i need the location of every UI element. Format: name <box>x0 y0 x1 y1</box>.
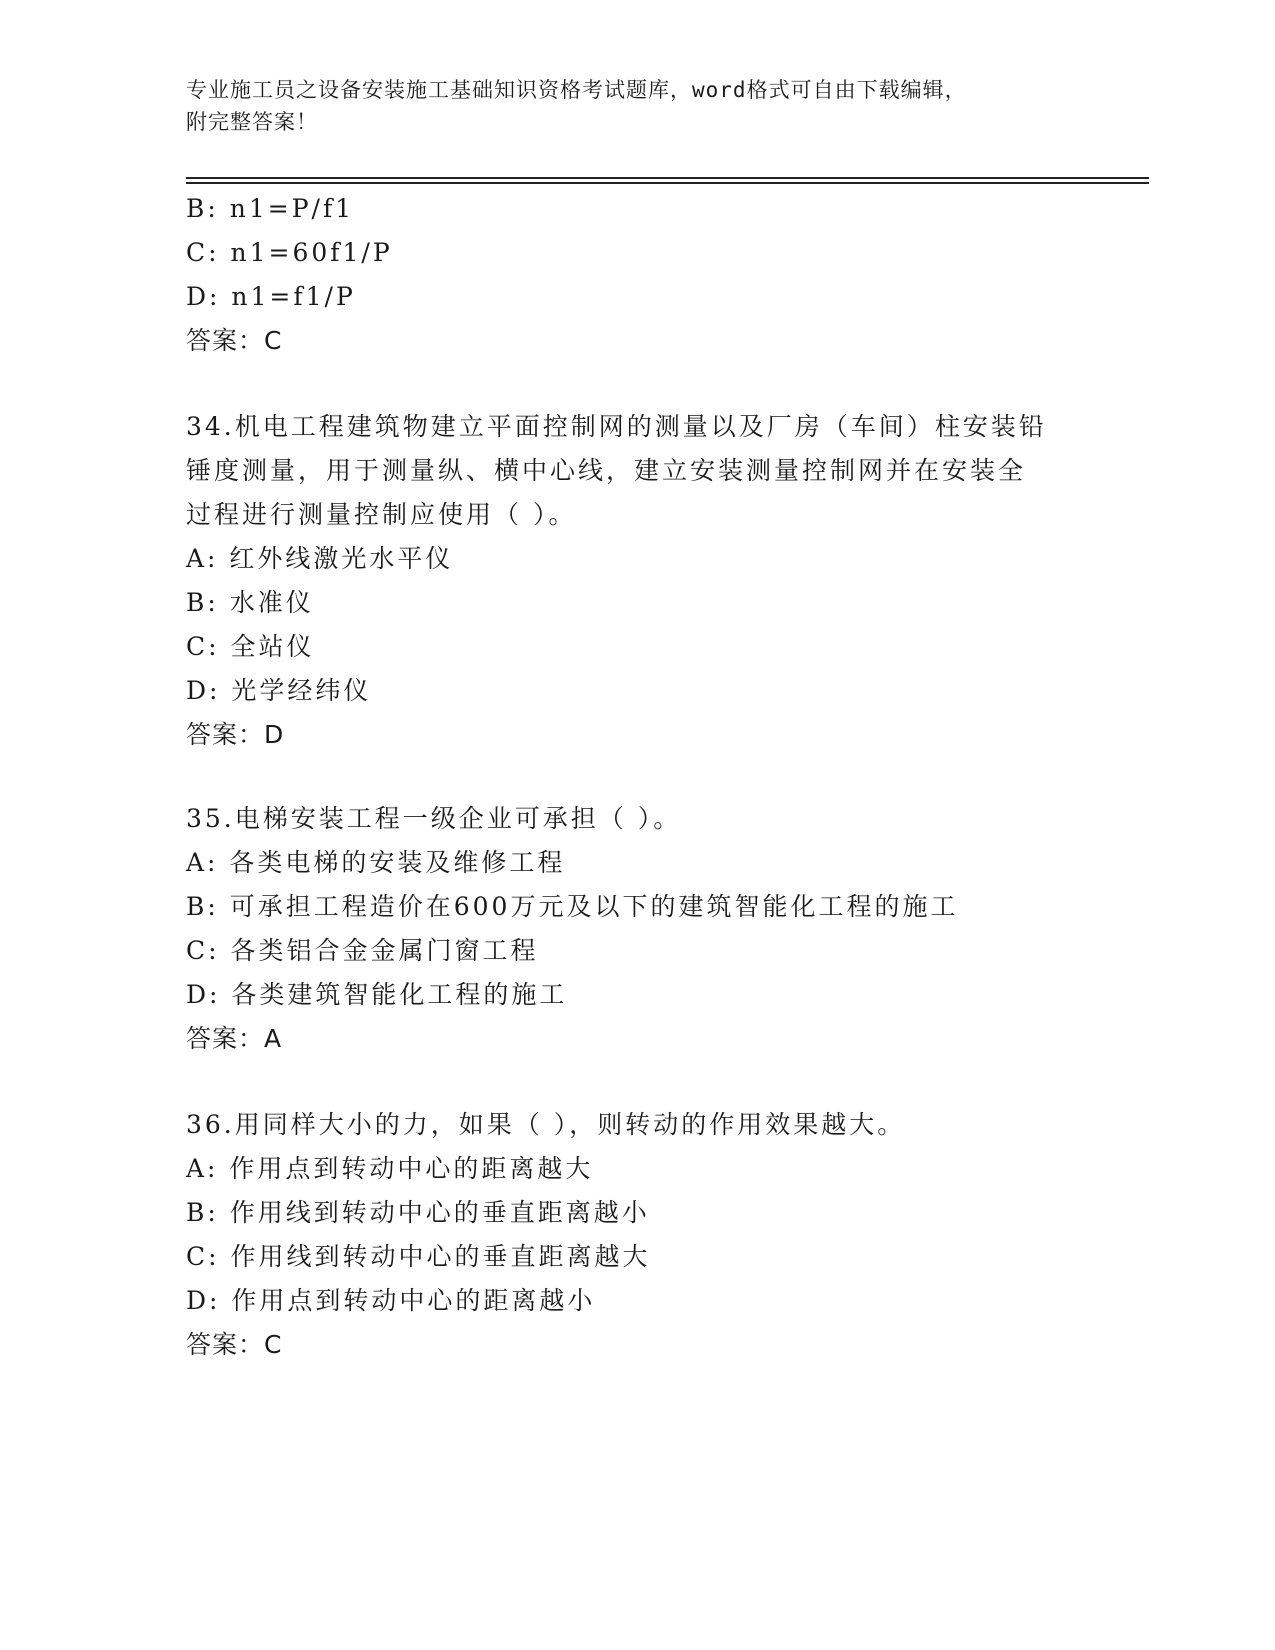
header-divider-top <box>186 177 1149 179</box>
q36-answer: 答案：C <box>186 1330 283 1359</box>
q34-option-c: C: 全站仪 <box>186 632 315 661</box>
q35-option-c: C: 各类铝合金金属门窗工程 <box>186 936 539 965</box>
q36-option-d: D: 作用点到转动中心的距离越小 <box>186 1286 596 1315</box>
header-title-line-2: 附完整答案！ <box>186 110 318 134</box>
q35-stem: 35.电梯安装工程一级企业可承担（ ）。 <box>186 804 682 833</box>
q34-option-d: D: 光学经纬仪 <box>186 676 372 705</box>
q36-stem: 36.用同样大小的力，如果（ ），则转动的作用效果越大。 <box>186 1110 906 1139</box>
q34-option-a: A: 红外线激光水平仪 <box>186 544 454 573</box>
q35-option-a: A: 各类电梯的安装及维修工程 <box>186 848 566 877</box>
q33-answer: 答案：C <box>186 326 283 355</box>
q35-option-d: D: 各类建筑智能化工程的施工 <box>186 980 568 1009</box>
header-divider-bottom <box>186 182 1149 184</box>
q33-option-b: B: n1=P/f1 <box>186 194 355 223</box>
q34-stem-line-2: 锤度测量，用于测量纵、横中心线，建立安装测量控制网并在安装全 <box>186 456 1027 485</box>
q35-answer: 答案：A <box>186 1024 283 1053</box>
q33-option-d: D: n1=f1/P <box>186 282 356 311</box>
q33-option-c: C: n1=60f1/P <box>186 238 393 267</box>
q34-stem-line-1: 34.机电工程建筑物建立平面控制网的测量以及厂房（车间）柱安装铅 <box>186 412 1047 441</box>
q36-option-c: C: 作用线到转动中心的垂直距离越大 <box>186 1242 651 1271</box>
document-header <box>186 74 1086 138</box>
q34-stem-line-3: 过程进行测量控制应使用（ ）。 <box>186 500 577 529</box>
q36-option-b: B: 作用线到转动中心的垂直距离越小 <box>186 1198 650 1227</box>
q36-option-a: A: 作用点到转动中心的距离越大 <box>186 1154 594 1183</box>
q34-option-b: B: 水准仪 <box>186 588 314 617</box>
header-title-line-1: 专业施工员之设备安装施工基础知识资格考试题库，word格式可自由下载编辑， <box>186 78 967 102</box>
q35-option-b: B: 可承担工程造价在600万元及以下的建筑智能化工程的施工 <box>186 892 959 921</box>
q34-answer: 答案：D <box>186 720 285 749</box>
